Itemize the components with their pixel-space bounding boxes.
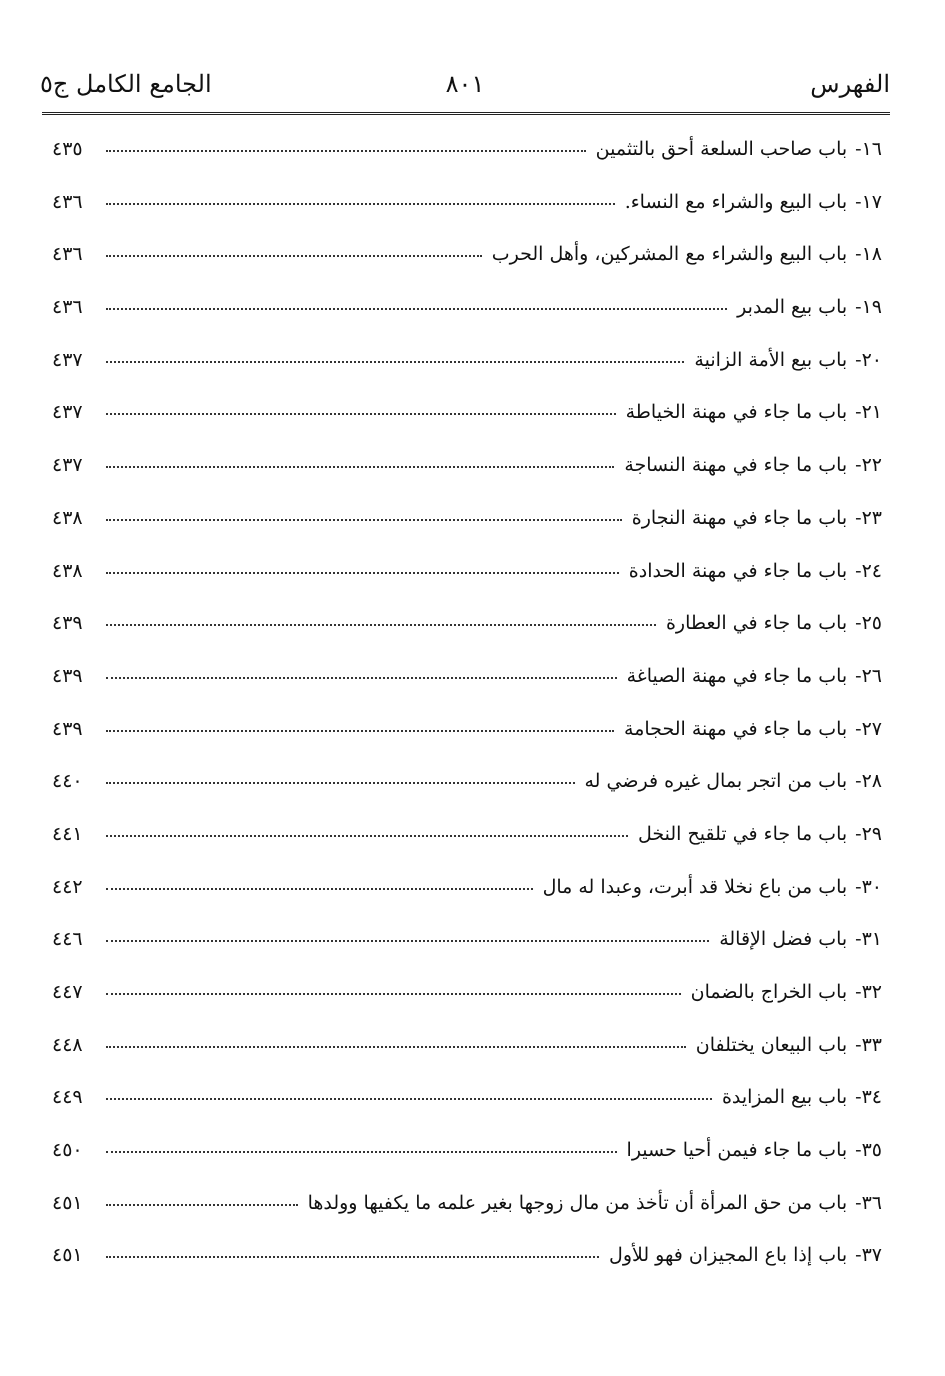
toc-entry bbox=[52, 770, 882, 823]
dot-leader bbox=[106, 730, 614, 732]
entry-title: باب فضل الإقالة bbox=[719, 928, 848, 951]
entry-title: باب البيعان يختلفان bbox=[695, 1033, 848, 1056]
dot-leader bbox=[106, 624, 656, 626]
entry-title: باب ما جاء في العطارة bbox=[665, 612, 848, 635]
toc-entry bbox=[52, 296, 882, 349]
dot-leader bbox=[106, 1204, 298, 1206]
entry-number: ٣٢- bbox=[855, 981, 882, 1003]
entry-number: ٢٦- bbox=[855, 664, 882, 687]
entry-number: ٣٠- bbox=[855, 875, 882, 898]
entry-number: ٣٥- bbox=[855, 1139, 882, 1162]
entry-number: ٢٤- bbox=[855, 559, 882, 582]
toc-entry bbox=[52, 1244, 882, 1297]
header-rule bbox=[42, 112, 890, 115]
dot-leader bbox=[106, 782, 575, 784]
entry-page: ٤٣٨ bbox=[52, 506, 83, 529]
entry-number: ٢٨- bbox=[855, 770, 882, 793]
dot-leader bbox=[106, 1151, 617, 1153]
entry-title: باب ما جاء في مهنة النساجة bbox=[624, 454, 848, 477]
entry-page: ٤٣٦ bbox=[52, 296, 83, 319]
toc-entry bbox=[52, 1192, 882, 1245]
dot-leader bbox=[106, 519, 622, 521]
entry-page: ٤٣٦ bbox=[52, 243, 83, 266]
toc-entry bbox=[52, 823, 882, 876]
entry-number: ٣٤- bbox=[855, 1086, 882, 1109]
entry-title: باب ما جاء في تلقيح النخل bbox=[637, 822, 848, 845]
page-number: ٨٠١ bbox=[445, 70, 485, 98]
toc-entry bbox=[52, 612, 882, 665]
dot-leader bbox=[106, 150, 586, 152]
toc-entry bbox=[52, 243, 882, 296]
dot-leader bbox=[106, 835, 628, 837]
entry-title: باب بيع المدبر bbox=[737, 296, 848, 319]
toc-entry bbox=[52, 718, 882, 771]
entry-page: ٤٣٥ bbox=[52, 138, 83, 160]
entry-title: باب ما جاء في مهنة الخياطة bbox=[625, 401, 848, 424]
toc-entry bbox=[52, 876, 882, 929]
entry-page: ٤٤٢ bbox=[52, 875, 83, 898]
toc-entry bbox=[52, 560, 882, 613]
toc-entry bbox=[52, 1086, 882, 1139]
dot-leader bbox=[106, 413, 616, 415]
entry-page: ٤٣٩ bbox=[52, 717, 83, 740]
dot-leader bbox=[106, 940, 709, 942]
entry-page: ٤٣٧ bbox=[52, 401, 83, 424]
entry-page: ٤٥١ bbox=[52, 1191, 83, 1214]
page-header bbox=[40, 62, 890, 106]
dot-leader bbox=[106, 677, 617, 679]
dot-leader bbox=[106, 1098, 712, 1100]
dot-leader bbox=[106, 1046, 686, 1048]
entry-page: ٤٤٨ bbox=[52, 1033, 83, 1056]
toc-entry bbox=[52, 191, 882, 244]
entry-page: ٤٥١ bbox=[52, 1244, 83, 1267]
entry-number: ٢٣- bbox=[855, 506, 882, 529]
entry-number: ٢٥- bbox=[855, 612, 882, 635]
dot-leader bbox=[106, 466, 614, 468]
entry-page: ٤٥٠ bbox=[52, 1139, 83, 1162]
dot-leader bbox=[106, 993, 681, 995]
entry-number: ٣٧- bbox=[855, 1244, 882, 1267]
entry-page: ٤٣٧ bbox=[52, 454, 83, 477]
entry-page: ٤٣٩ bbox=[52, 612, 83, 635]
toc-entry bbox=[52, 349, 882, 402]
entry-number: ٣١- bbox=[855, 928, 882, 951]
entry-title: باب ما جاء في مهنة الحدادة bbox=[628, 559, 848, 582]
toc-entry bbox=[52, 401, 882, 454]
entry-number: ١٩- bbox=[855, 296, 882, 319]
entry-title: باب البيع والشراء مع المشركين، وأهل الحرب bbox=[491, 243, 848, 266]
entry-page: ٤٣٩ bbox=[52, 664, 83, 687]
toc-entry bbox=[52, 1034, 882, 1087]
entry-number: ٢٧- bbox=[855, 717, 882, 740]
entry-title: باب بيع الأمة الزانية bbox=[694, 348, 848, 371]
dot-leader bbox=[106, 361, 684, 363]
dot-leader bbox=[106, 572, 619, 574]
entry-title: باب إذا باع المجيزان فهو للأول bbox=[609, 1244, 848, 1267]
entry-number: ٣٣- bbox=[855, 1033, 882, 1056]
entry-title: باب من حق المرأة أن تأخذ من مال زوجها بغير علمه ما يكفيها وولدها bbox=[307, 1191, 848, 1214]
dot-leader bbox=[106, 308, 727, 310]
toc-entry bbox=[52, 138, 882, 191]
entry-number: ٢٩- bbox=[855, 822, 882, 845]
entry-title: باب من اتجر بمال غيره فرضي له bbox=[584, 770, 848, 793]
entry-number: ١٧- bbox=[855, 190, 882, 213]
entry-page: ٤٤٠ bbox=[52, 770, 83, 793]
entry-title: باب ما جاء في مهنة الحجامة bbox=[624, 717, 848, 740]
toc-entry bbox=[52, 981, 882, 1034]
entry-title: باب البيع والشراء مع النساء. bbox=[624, 190, 848, 213]
entry-number: ١٨- bbox=[855, 243, 882, 266]
dot-leader bbox=[106, 255, 482, 257]
section-title: الفهرس bbox=[810, 70, 890, 98]
entry-number: ٣٦- bbox=[855, 1191, 882, 1214]
dot-leader bbox=[106, 888, 533, 890]
toc-entry bbox=[52, 928, 882, 981]
toc-entry bbox=[52, 1139, 882, 1192]
toc-entry bbox=[52, 665, 882, 718]
book-title: الجامع الكامل ج٥ bbox=[40, 70, 212, 98]
entry-number: ٢٠- bbox=[855, 348, 882, 371]
toc-entry bbox=[52, 454, 882, 507]
entry-title: باب بيع المزايدة bbox=[721, 1086, 848, 1109]
dot-leader bbox=[106, 203, 615, 205]
entry-title: باب ما جاء في مهنة الصياغة bbox=[626, 664, 848, 687]
toc-entry bbox=[52, 507, 882, 560]
table-of-contents bbox=[52, 138, 882, 1297]
entry-title: باب الخراج بالضمان bbox=[690, 981, 848, 1003]
dot-leader bbox=[106, 1256, 599, 1258]
entry-page: ٤٤٧ bbox=[52, 981, 83, 1003]
entry-page: ٤٤١ bbox=[52, 822, 83, 845]
entry-number: ١٦- bbox=[855, 138, 882, 160]
entry-page: ٤٤٩ bbox=[52, 1086, 83, 1109]
entry-page: ٤٤٦ bbox=[52, 928, 83, 951]
entry-number: ٢١- bbox=[855, 401, 882, 424]
entry-title: باب صاحب السلعة أحق بالتثمين bbox=[595, 138, 848, 160]
entry-title: باب ما جاء فيمن أحيا حسيرا bbox=[626, 1139, 848, 1162]
entry-title: باب من باع نخلا قد أبرت، وعبدا له مال bbox=[542, 875, 848, 898]
entry-page: ٤٣٨ bbox=[52, 559, 83, 582]
entry-number: ٢٢- bbox=[855, 454, 882, 477]
entry-page: ٤٣٧ bbox=[52, 348, 83, 371]
entry-page: ٤٣٦ bbox=[52, 190, 83, 213]
entry-title: باب ما جاء في مهنة النجارة bbox=[631, 506, 848, 529]
